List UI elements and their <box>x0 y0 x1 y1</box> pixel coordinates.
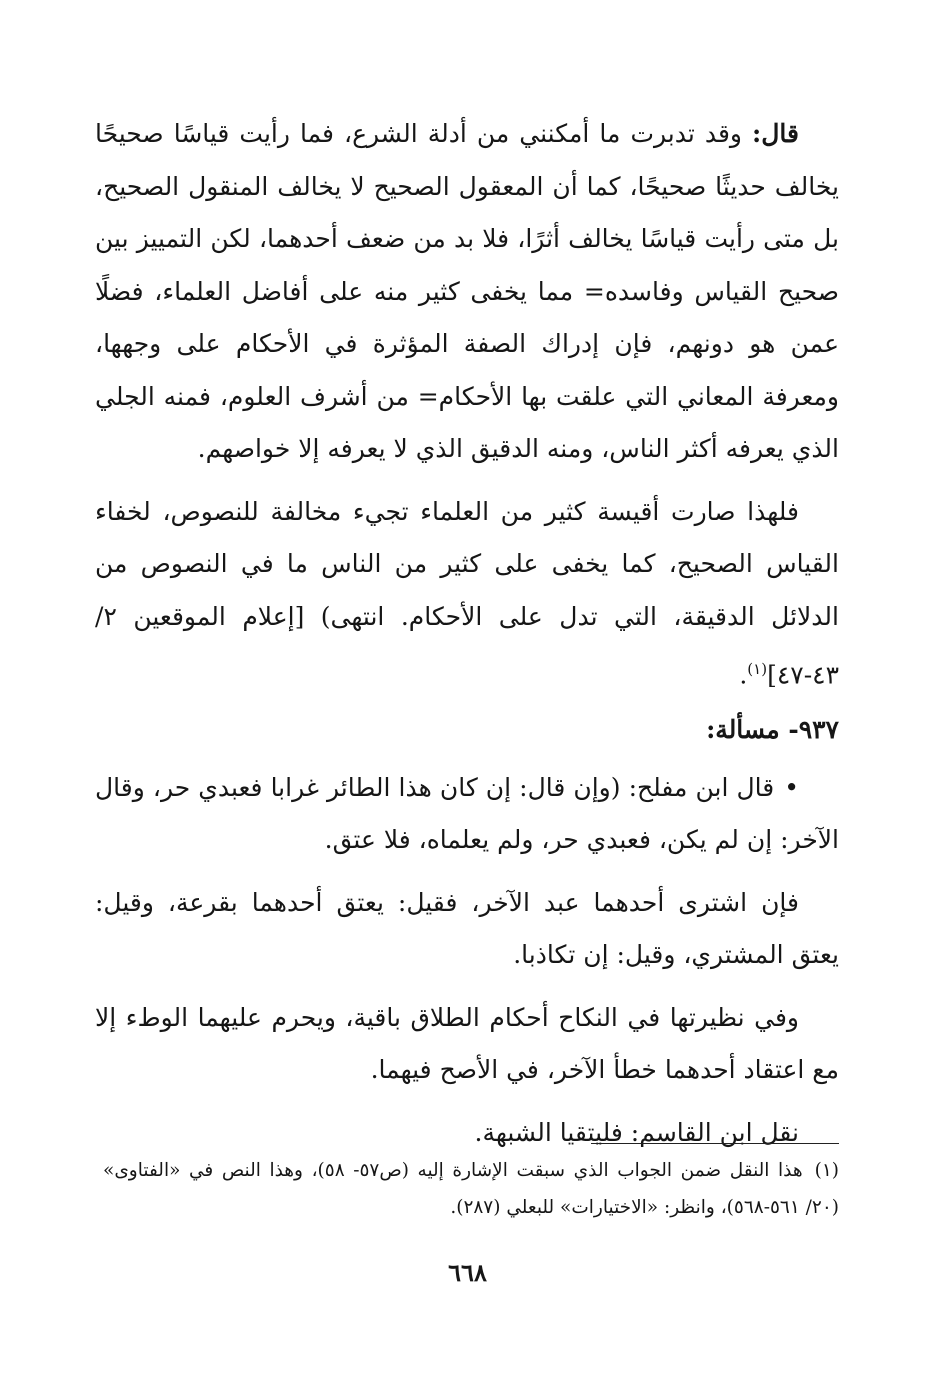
paragraph-3 <box>95 762 839 867</box>
paragraph-3-text: قال ابن مفلح: (وإن قال: إن كان هذا الطائر غرابا فعبدي حر، وقال الآخر: إن لم يكن، فعبدي حر، ولم يعلماه، فلا عتق. <box>95 772 839 855</box>
bullet-icon: • <box>784 772 799 802</box>
paragraph-4-text: فإن اشترى أحدهما عبد الآخر، فقيل: يعتق أحدهما بقرعة، وقيل: يعتق المشتري، وقيل: إن تكاذبا. <box>95 887 839 970</box>
paragraph-1-lead: قال: <box>752 119 799 148</box>
footnotes <box>103 1152 839 1226</box>
paragraph-2-end: . <box>739 660 748 690</box>
paragraph-5 <box>95 992 839 1097</box>
footnote-number: (١) <box>814 1160 839 1181</box>
paragraph-2 <box>95 486 839 702</box>
footnote-text: هذا النقل ضمن الجواب الذي سبقت الإشارة إليه (ص٥٧- ٥٨)، وهذا النص في «الفتاوى» (٢٠/ ٥٦١-٥٦٨)، وانظر: «الاختيارات» للبعلي (٢٨٧). <box>103 1160 839 1218</box>
paragraph-2-text: فلهذا صارت أقيسة كثير من العلماء تجيء مخالفة للنصوص، لخفاء القياس الصحيح، كما يخفى على كثير من الناس ما في النصوص من الدلائل الدقيقة، التي تدل على الأحكام. انتهى) [إعلام الموقعين ٢/ ٤٣-٤٧] <box>95 496 839 690</box>
paragraph-5-text: وفي نظيرتها في النكاح أحكام الطلاق باقية، ويحرم عليهما الوطء إلا مع اعتقاد أحدهما خطأ الآخر، في الأصح فيهما. <box>95 1002 839 1085</box>
paragraph-1 <box>95 108 839 476</box>
paragraph-4 <box>95 877 839 982</box>
paragraph-1-text: وقد تدبرت ما أمكنني من أدلة الشرع، فما رأيت قياسًا صحيحًا يخالف حديثًا صحيحًا، كما أن المعقول الصحيح لا يخالف المنقول الصحيح، بل متى رأيت قياسًا يخالف أثرًا، فلا بد من ضعف أحدهما، لكن التمييز بين صحيح القياس وفاسده= مما يخفى كثير منه على أفاضل العلماء، فضلًا عمن هو دونهم، فإن إدراك الصفة المؤثرة في الأحكام على وجهها، ومعرفة المعاني التي علقت بها الأحكام= من أشرف العلوم، فمنه الجلي الذي يعرفه أكثر الناس، ومنه الدقيق الذي لا يعرفه إلا خواصهم. <box>95 119 839 463</box>
footnote-reference[interactable]: (١) <box>747 660 768 678</box>
section-heading: ٩٣٧- مسألة: <box>706 714 839 744</box>
page-body <box>95 108 839 1159</box>
page-number: ٦٦٨ <box>448 1258 487 1287</box>
paragraph-6-text: نقل ابن القاسم: فليتقيا الشبهة. <box>474 1117 799 1147</box>
footnote-divider <box>591 1143 839 1144</box>
